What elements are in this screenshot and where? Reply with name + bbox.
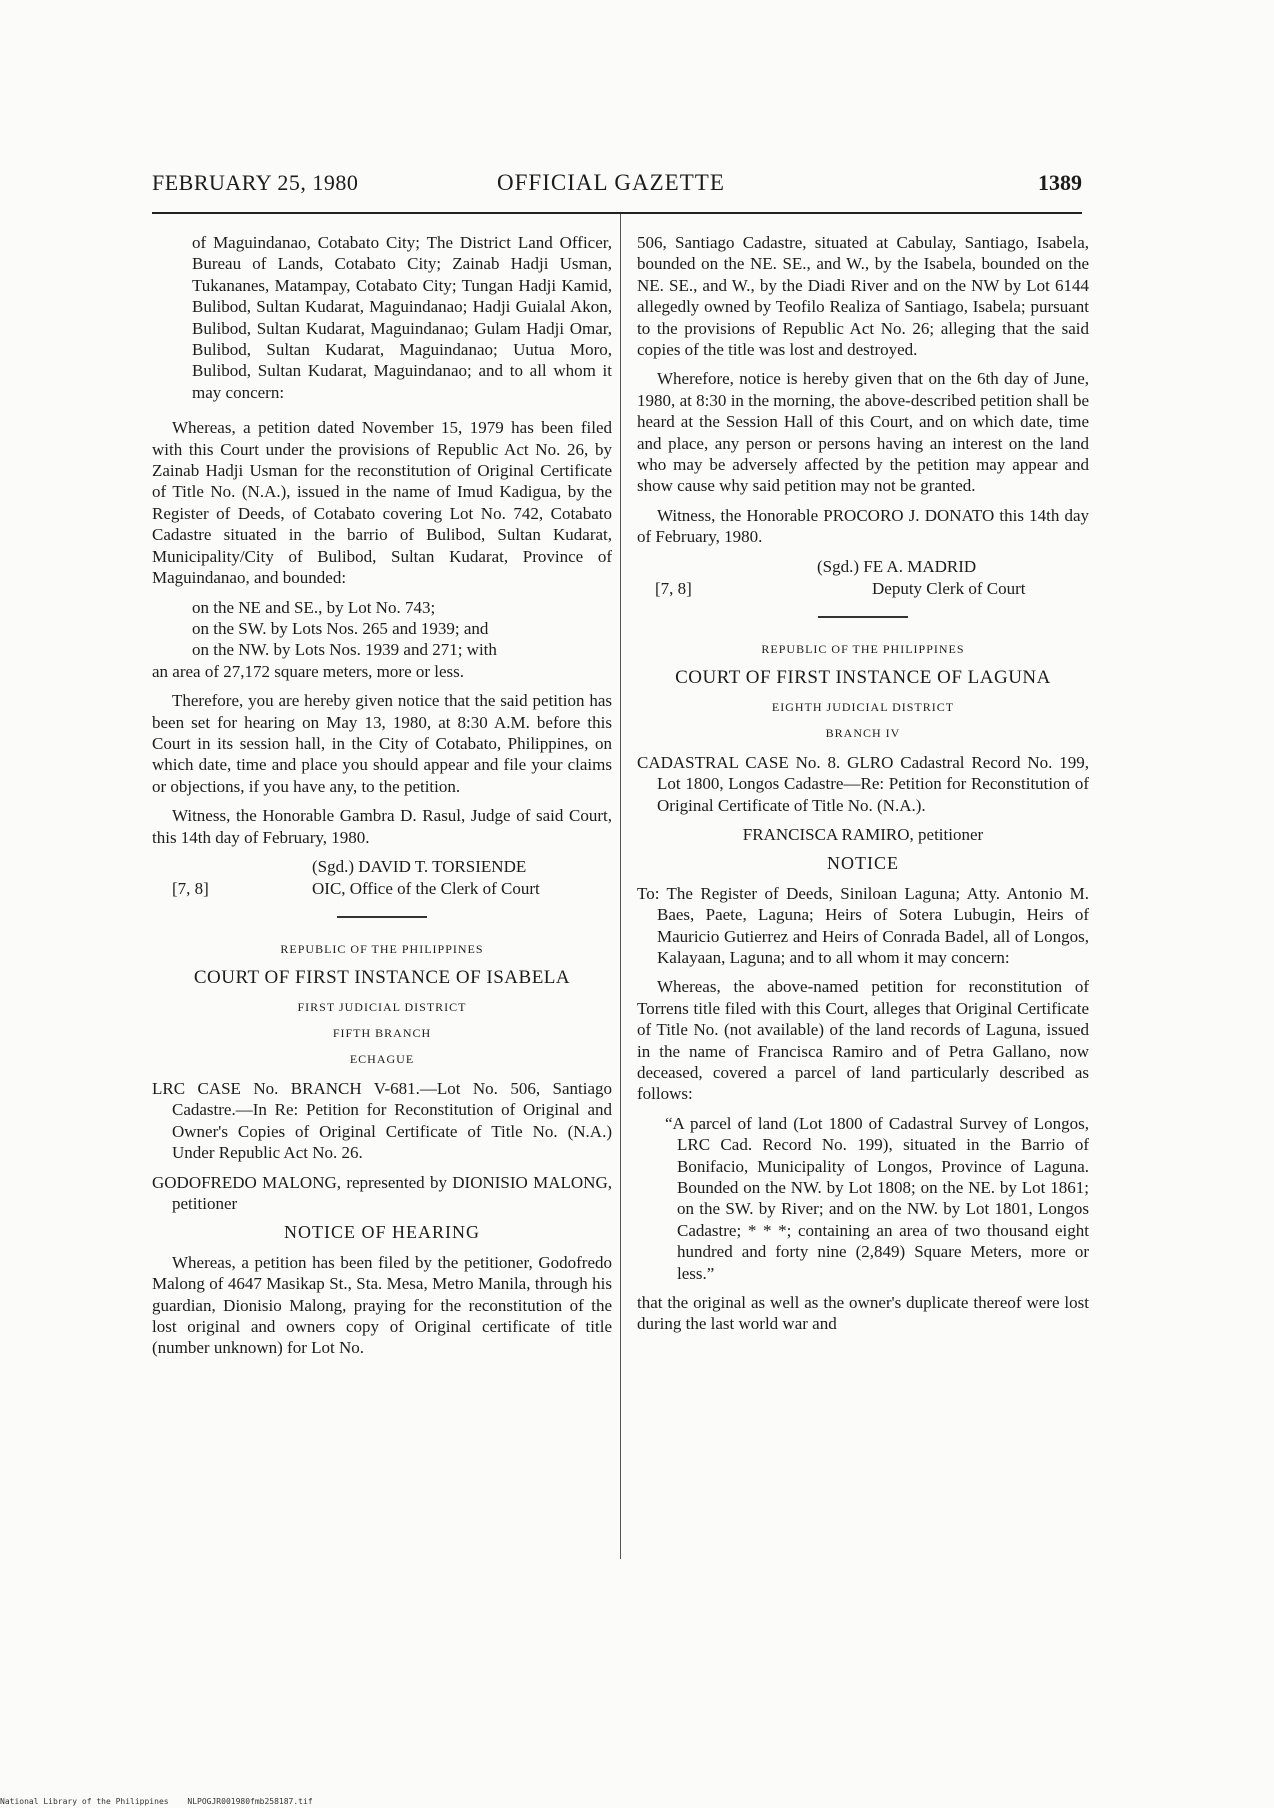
- boundary-ne: on the NE and SE., by Lot No. 743;: [192, 597, 436, 617]
- page-number: 1389: [1038, 170, 1082, 195]
- section-divider: [337, 916, 427, 918]
- issue-date: FEBRUARY 25, 1980: [152, 170, 359, 195]
- therefore-paragraph: Therefore, you are hereby given notice that the said petition has been set for hearing on May 13, 1980, at 8:30 A.M. before this Court in its session hall, in the City of Cotabato, Philippines, on which date, time and place you should appear and file your claims or objections, if you have any, to the petition.: [152, 691, 612, 796]
- addressees: To: The Register of Deeds, Siniloan Laguna; Atty. Antonio M. Baes, Paete, Laguna; Heirs of Sotera Lubugin, Heirs of Mauricio Gutierrez and Heirs of Conrada Badel, all of Longos, Kalayaan, Laguna; and to all whom it may concern:: [637, 883, 1089, 967]
- petitioner-line: FRANCISCA RAMIRO, petitioner: [742, 824, 984, 844]
- notice-body: Whereas, a petition has been filed by the petitioner, Godofredo Malong of 4647 Masikap St., Sta. Mesa, Metro Manila, through his guardian, Dionisio Malong, praying for the reconstitution of the lost original and owners copy of Original certificate of title (number unknown) for Lot No.: [152, 1252, 612, 1358]
- library-credit: National Library of the Philippines: [0, 1797, 169, 1806]
- case-caption: CADASTRAL CASE No. 8. GLRO Cadastral Record No. 199, Lot 1800, Longos Cadastre—Re: Petition for Reconstitution of Original Certificate of Title No. (N.A.).: [637, 752, 1089, 815]
- case-caption: LRC CASE No. BRANCH V-681.—Lot No. 506, Santiago Cadastre.—In Re: Petition for Reconstitution of Original and Owner's Copies of Original Certificate of Title No. (N.A.) Under Republic Act No. 26.: [152, 1078, 612, 1163]
- signatory-office: Deputy Clerk of Court: [872, 578, 1026, 598]
- republic-heading: REPUBLIC OF THE PHILIPPINES: [280, 941, 484, 956]
- place-heading: ECHAGUE: [349, 1051, 415, 1066]
- area-line: an area of 27,172 square meters, more or less.: [152, 661, 465, 681]
- district-heading: EIGHTH JUDICIAL DISTRICT: [771, 699, 955, 714]
- right-column: [637, 232, 1089, 1343]
- signature-block: [637, 556, 1089, 602]
- branch-heading: BRANCH IV: [825, 725, 901, 740]
- signatory: (Sgd.) DAVID T. TORSIENDE: [312, 856, 527, 876]
- page-header: [152, 170, 1082, 210]
- closing-paragraph: that the original as well as the owner's duplicate thereof were lost during the last world war and: [637, 1293, 1089, 1334]
- issue-numbers: [7, 8]: [655, 578, 692, 598]
- whereas-paragraph: Whereas, the above-named petition for reconstitution of Torrens title filed with this Court, alleges that Original Certificate of Title No. (not available) of the land records of Laguna, issued in the name of Francisca Ramiro and of Petra Gallano, now deceased, covered a parcel of land particularly described as follows:: [637, 977, 1089, 1104]
- court-heading: COURT OF FIRST INSTANCE OF LAGUNA: [675, 666, 1051, 688]
- district-heading: FIRST JUDICIAL DISTRICT: [297, 999, 467, 1014]
- signatory-office: OIC, Office of the Clerk of Court: [312, 878, 540, 898]
- witness-paragraph: Witness, the Honorable PROCORO J. DONATO this 14th day of February, 1980.: [637, 505, 1089, 547]
- continuation-paragraph: 506, Santiago Cadastre, situated at Cabulay, Santiago, Isabela, bounded on the NE. SE., and W., by the Isabela, bounded on the NE. SE., and W., by the Diadi River and on the NW by Lot 6144 allegedly owned by Teofilo Realiza of Santiago, Isabela; pursuant to the provisions of Republic Act No. 26; alleging that the said copies of the title was lost and destroyed.: [637, 233, 1089, 360]
- publication-title: OFFICIAL GAZETTE: [497, 170, 725, 195]
- wherefore-paragraph: Wherefore, notice is hereby given that on the 6th day of June, 1980, at 8:30 in the morning, the above-described petition shall be heard at the Session Hall of this Court, and on which date, time and place, any person or persons having an interest on the land who may be adversely affected by the petition may appear and show cause why said petition may not be granted.: [637, 369, 1089, 496]
- branch-heading: FIFTH BRANCH: [332, 1025, 432, 1040]
- section-divider: [818, 616, 908, 618]
- boundary-sw: on the SW. by Lots Nos. 265 and 1939; and: [192, 618, 489, 638]
- issue-numbers: [7, 8]: [172, 878, 209, 898]
- whereas-paragraph: Whereas, a petition dated November 15, 1979 has been filed with this Court under the provisions of Republic Act No. 26, by Zainab Hadji Usman for the reconstitution of Original Certificate of Title No. (N.A.), issued in the name of Imud Kadigua, by the Register of Deeds, of Cotabato covering Lot No. 742, Cotabato Cadastre situated in the barrio of Bulibod, Sultan Kudarat, Municipality/City of Bulibod, Sultan Kudarat, Province of Maguindanao, and bounded:: [152, 418, 612, 588]
- land-description-quote: “A parcel of land (Lot 1800 of Cadastral Survey of Longos, LRC Cad. Record No. 199), situated in the Barrio of Bonifacio, Municipality of Longos, Province of Laguna. Bounded on the NW. by Lot 1808; on the NE. by Lot 1861; on the SW. by River; and on the NW. by Lot 1801, Longos Cadastre; * * *; containing an area of two thousand eight hundred and forty nine (2,849) Square Meters, more or less.”: [665, 1113, 1089, 1283]
- column-divider: [620, 214, 621, 1559]
- notice-title: NOTICE OF HEARING: [284, 1222, 480, 1243]
- boundary-nw: on the NW. by Lots Nos. 1939 and 271; with: [192, 640, 497, 660]
- witness-paragraph: Witness, the Honorable Gambra D. Rasul, Judge of said Court, this 14th day of February, 1980.: [152, 806, 612, 847]
- header-rule: [152, 212, 1082, 214]
- addressees: of Maguindanao, Cotabato City; The District Land Officer, Bureau of Lands, Cotabato City; Zainab Hadji Usman, Tukananes, Matampay, Cotabato City; Tungan Hadji Kamid, Bulibod, Sultan Kudarat, Maguindanao; Hadji Guialal Akon, Bulibod, Sultan Kudarat, Maguindanao; Gulam Hadji Omar, Bulibod, Sultan Kudarat, Maguindanao; Uutua Moro, Bulibod, Sultan Kudarat, Maguindanao; and to all whom it may concern:: [192, 233, 612, 402]
- scan-footer: [0, 1797, 327, 1806]
- court-heading: COURT OF FIRST INSTANCE OF ISABELA: [193, 966, 571, 988]
- notice-title: NOTICE: [827, 853, 899, 874]
- left-column: [152, 232, 612, 1367]
- signature-block: [152, 856, 612, 902]
- signatory: (Sgd.) FE A. MADRID: [817, 556, 977, 576]
- scan-filename: NLPOGJR001980fmb258187.tif: [187, 1797, 313, 1806]
- republic-heading: REPUBLIC OF THE PHILIPPINES: [761, 641, 965, 656]
- petitioner-line: GODOFREDO MALONG, represented by DIONISIO MALONG, petitioner: [152, 1172, 612, 1213]
